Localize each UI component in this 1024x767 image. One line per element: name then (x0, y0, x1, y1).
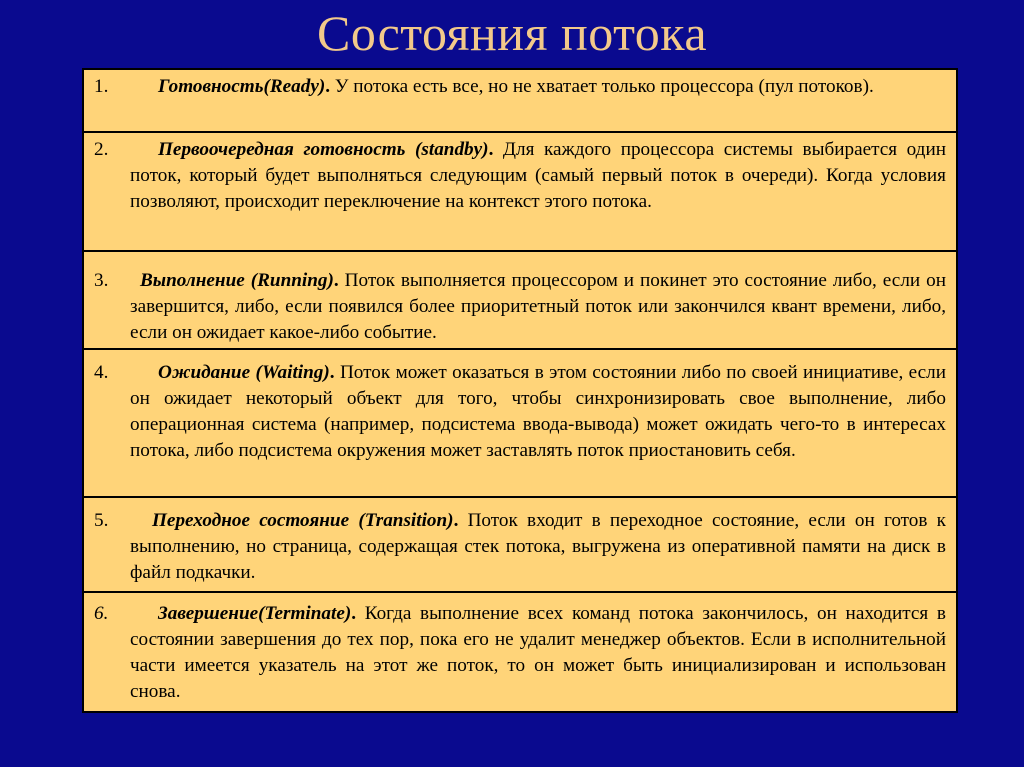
state-description: Когда выполнение всех команд потока закончилось, он находится в состоянии завершения до тех пор, пока его не удалит менеджер объектов. Если в исполнительной части имеется указатель на этот же поток, то он может быть инициализирован и использован снова. (130, 603, 946, 702)
state-text (130, 268, 946, 346)
state-term: Завершение(Terminate) (158, 603, 352, 624)
state-number: 4. (94, 362, 109, 383)
state-number: 5. (94, 510, 109, 531)
state-description: У потока есть все, но не хватает только процессора (пул потоков). (330, 76, 874, 97)
state-number: 1. (94, 76, 109, 97)
slide-title: Состояния потока (316, 5, 708, 61)
state-number: 3. (94, 270, 109, 291)
state-row-ready (84, 70, 956, 133)
state-description: Поток входит в переходное состояние, если он готов к выполнению, но страница, содержащая стек потока, выгружена из оперативной памяти на диск в файл подкачки. (130, 510, 946, 583)
state-term: Первоочередная готовность (standby) (158, 139, 489, 160)
state-number: 6. (94, 603, 109, 624)
state-term: Выполнение (Running) (140, 270, 334, 291)
state-row-terminate (84, 593, 956, 711)
state-term: Переходное состояние (Transition) (152, 510, 454, 531)
state-text (130, 601, 946, 705)
state-row-waiting (84, 350, 956, 498)
state-term-suffix: . (325, 76, 331, 97)
state-term-suffix: . (488, 139, 494, 160)
state-term-suffix: . (351, 603, 357, 624)
state-term-suffix: . (453, 510, 459, 531)
state-text (130, 360, 946, 464)
state-term: Готовность(Ready) (158, 76, 326, 97)
state-row-standby (84, 133, 956, 252)
state-description: Поток выполняется процессором и покинет это состояние либо, если он завершится, либо, если появился более приоритетный поток или закончился квант времени, либо, если он ожидает какое-либо событие. (130, 270, 946, 343)
state-term-suffix: . (329, 362, 335, 383)
state-description: Для каждого процессора системы выбирается один поток, который будет выполняться следующим (самый первый поток в очереди). Когда условия позволяют, происходит переключение на контекст этого потока. (130, 139, 946, 212)
state-number: 2. (94, 139, 109, 160)
state-term-suffix: . (333, 270, 339, 291)
state-text (130, 74, 946, 100)
thread-states-table (82, 68, 958, 713)
state-description: Поток может оказаться в этом состоянии либо по своей инициативе, если он ожидает некоторый объект для того, чтобы синхронизировать свое выполнение, либо операционная система (например, подсистема ввода-вывода) может ожидать чего-то в интересах потока, либо подсистема окружения может заставлять поток приостановить себя. (130, 362, 946, 461)
state-text (130, 508, 946, 586)
state-row-running (84, 252, 956, 350)
state-text (130, 137, 946, 215)
state-term: Ожидание (Waiting) (158, 362, 330, 383)
state-row-transition (84, 498, 956, 593)
